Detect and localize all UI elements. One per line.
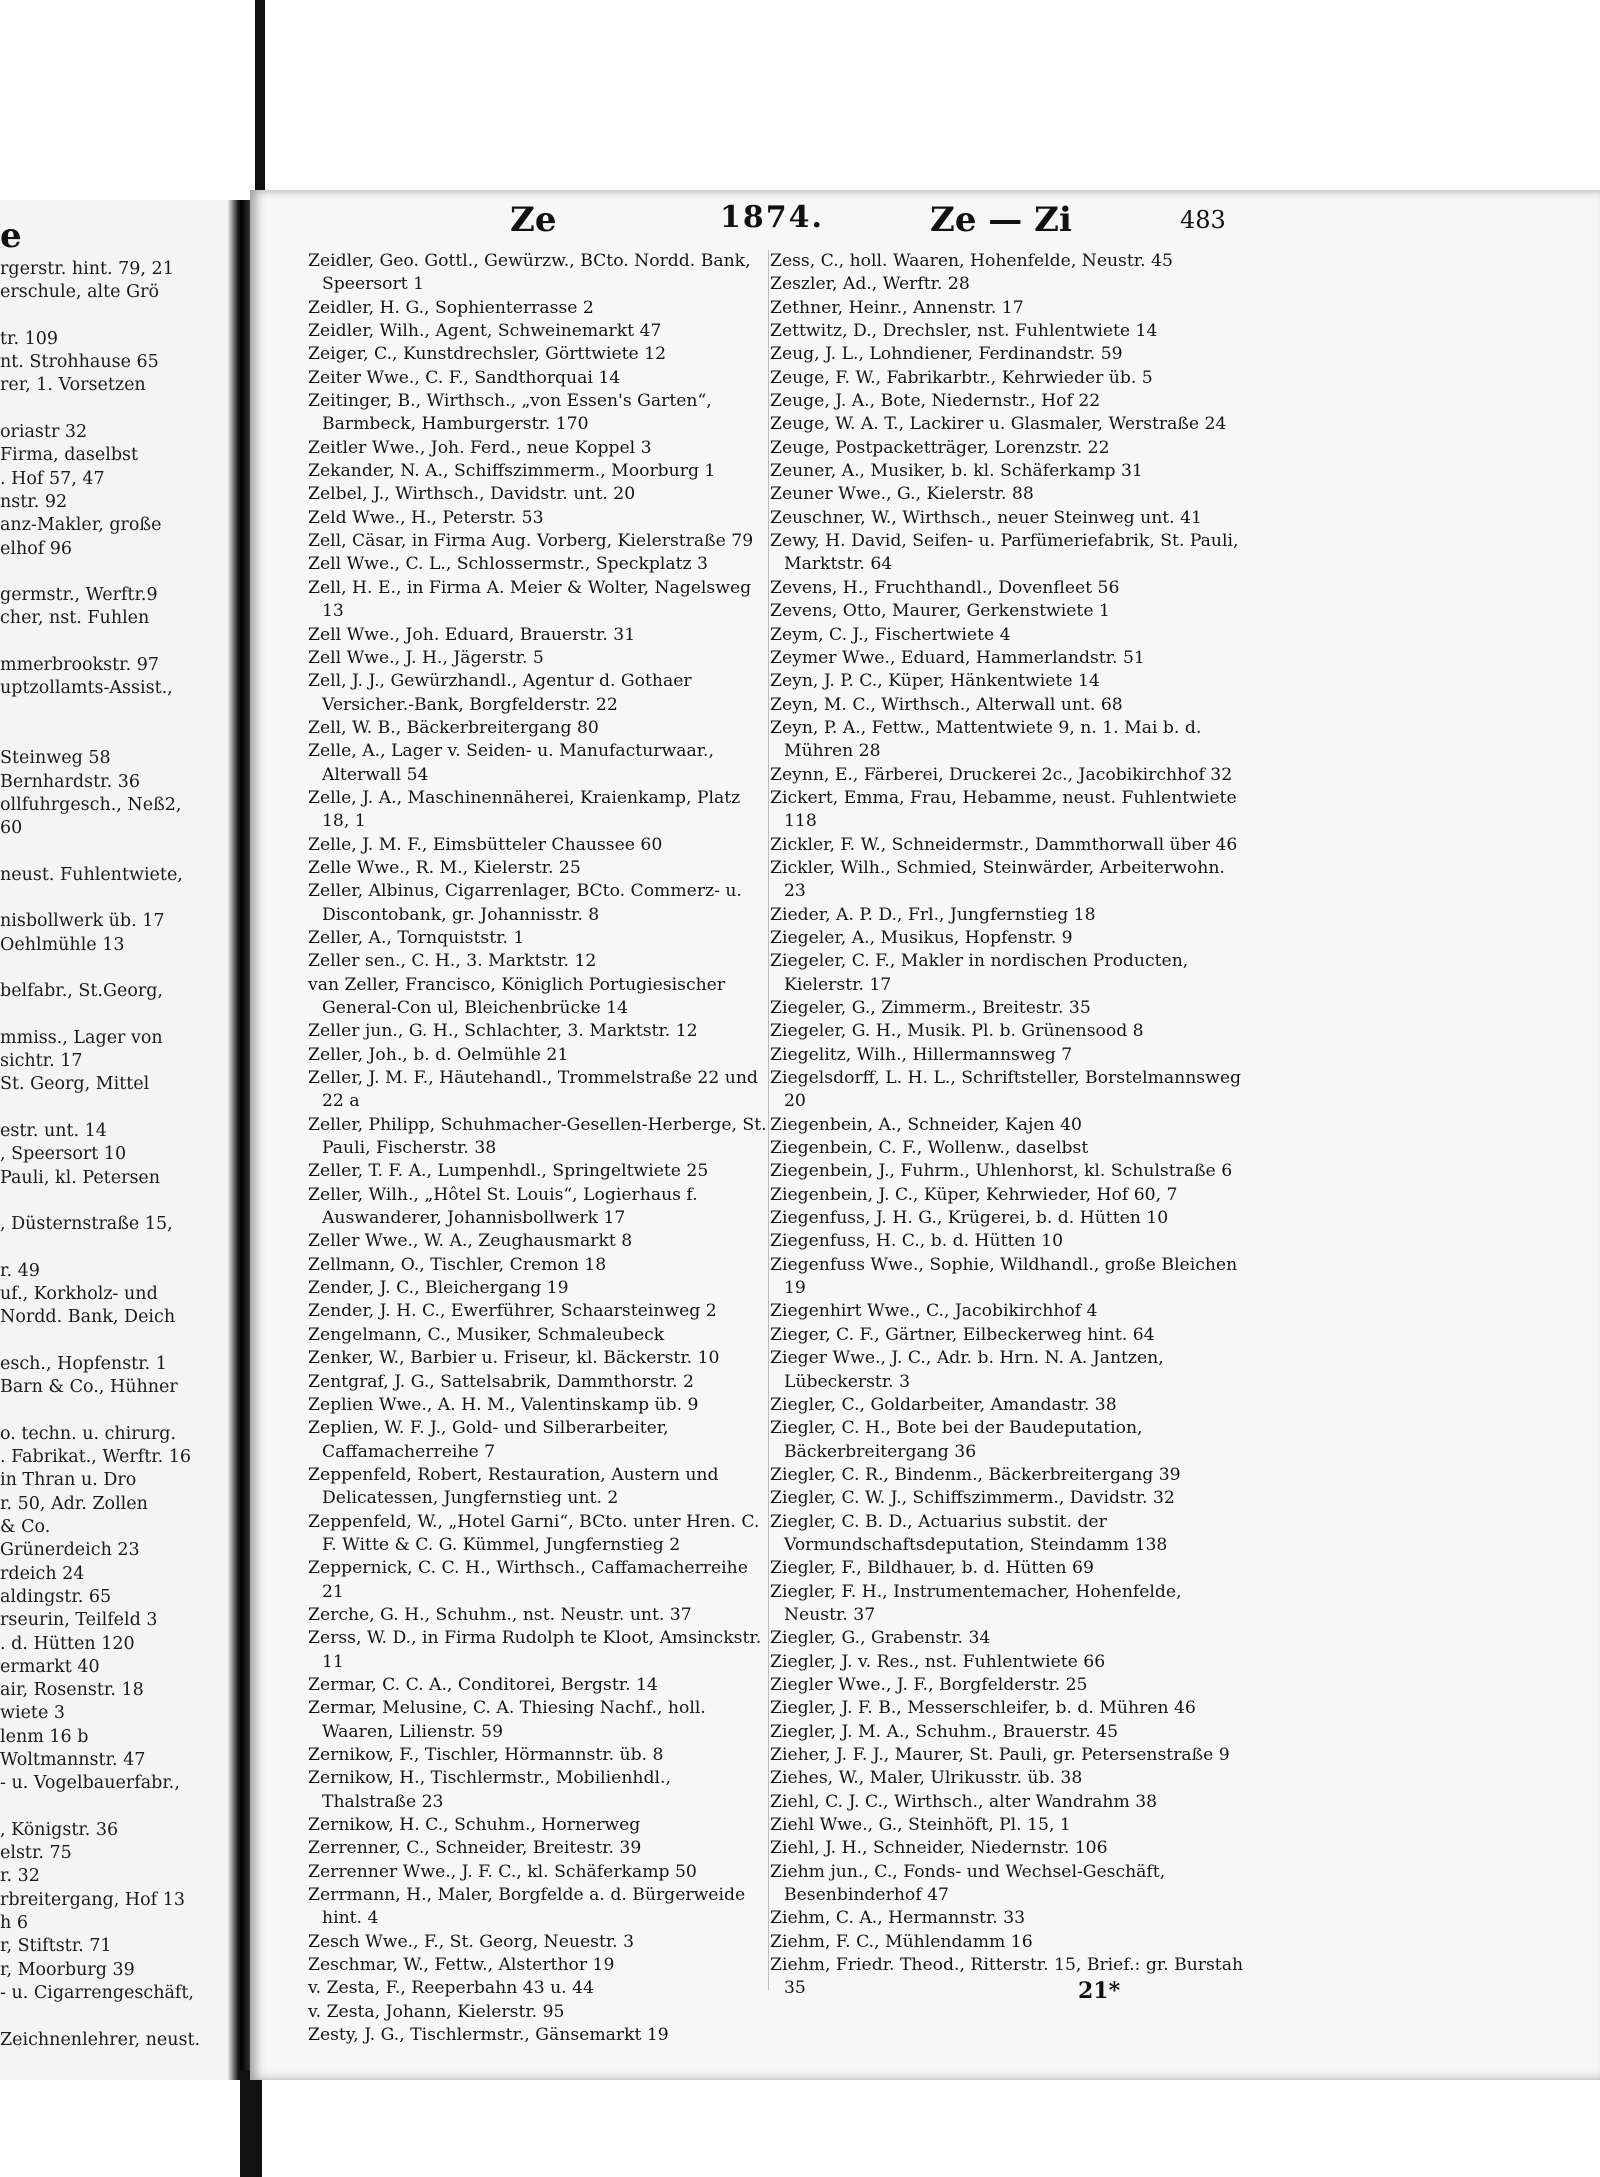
left-page-line: rer, 1. Vorsetzen [0, 375, 146, 396]
left-page-line: rseurin, Teilfeld 3 [0, 1610, 158, 1631]
left-page-line: rbreitergang, Hof 13 [0, 1889, 185, 1910]
left-page-line: 60 [0, 818, 23, 839]
directory-entry: Zekander, N. A., Schiffszimmerm., Moorburg 1 [308, 461, 716, 482]
directory-entry: Zeller jun., G. H., Schlachter, 3. Marktstr. 12 [308, 1021, 698, 1042]
directory-entry: Zender, J. C., Bleichergang 19 [308, 1278, 569, 1299]
directory-entry: Zerrmann, H., Maler, Borgfelde a. d. Bürgerweide hint. 4 [308, 1885, 746, 1929]
left-page-line: & Co. [0, 1517, 51, 1538]
directory-entry: Zellmann, O., Tischler, Cremon 18 [308, 1254, 607, 1275]
left-page-line: . d. Hütten 120 [0, 1633, 135, 1654]
left-page-line [0, 1190, 228, 1213]
left-page-line: o. techn. u. chirurg. [0, 1423, 177, 1444]
left-page-line: - u. Vogelbauerfabr., [0, 1773, 180, 1794]
directory-entry: Ziehl, J. H., Schneider, Niedernstr. 106 [770, 1838, 1108, 1859]
book-binding-top [255, 0, 265, 205]
directory-entry: Zieger, C. F., Gärtner, Eilbeckerweg hint. 64 [770, 1324, 1155, 1345]
left-page-line: Pauli, kl. Petersen [0, 1167, 161, 1188]
directory-entry: Zeller, Joh., b. d. Oelmühle 21 [308, 1044, 569, 1065]
left-page-line: Nordd. Bank, Deich [0, 1307, 176, 1328]
directory-entry: Zell, H. E., in Firma A. Meier & Wolter, Nagelsweg 13 [308, 577, 752, 622]
directory-entry: Zeuge, Postpacketträger, Lorenzstr. 22 [770, 437, 1110, 458]
left-page-line: sichtr. 17 [0, 1051, 83, 1072]
directory-entry: v. Zesta, F., Reeperbahn 43 u. 44 [308, 1978, 594, 1999]
directory-entry: Zeller Wwe., W. A., Zeughausmarkt 8 [308, 1231, 633, 1252]
directory-entry: Zeym, C. J., Fischertwiete 4 [770, 624, 1011, 645]
directory-entry: Ziegelsdorff, L. H. L., Schriftsteller, Borstelmannsweg 20 [770, 1068, 1242, 1112]
directory-entry: Zeppernick, C. C. H., Wirthsch., Caffamacherreihe 21 [308, 1558, 748, 1602]
directory-entry: Zeller, Wilh., „Hôtel St. Louis“, Logierhaus f. Auswanderer, Johannisbollwerk 17 [308, 1184, 698, 1229]
directory-entry: Zell Wwe., J. H., Jägerstr. 5 [308, 647, 544, 668]
directory-column-left [308, 250, 768, 2047]
directory-entry: Zickler, Wilh., Schmied, Steinwärder, Arbeiterwohn. 23 [770, 857, 1225, 902]
left-page-line: esch., Hopfenstr. 1 [0, 1353, 167, 1374]
directory-entry: Zelle Wwe., R. M., Kielerstr. 25 [308, 857, 581, 878]
directory-entry: v. Zesta, Johann, Kielerstr. 95 [308, 2001, 565, 2022]
directory-entry: Zenker, W., Barbier u. Friseur, kl. Bäckerstr. 10 [308, 1348, 720, 1369]
left-page-line: Bernhardstr. 36 [0, 771, 140, 792]
left-page-line [0, 701, 228, 724]
left-page-line: belfabr., St.Georg, [0, 981, 163, 1002]
left-page-line: germstr., Werftr.9 [0, 585, 158, 606]
directory-entry: Zeug, J. L., Lohndiener, Ferdinandstr. 59 [770, 344, 1123, 365]
left-page-line: ollfuhrgesch., Neß2, [0, 794, 182, 815]
left-page-line: h 6 [0, 1913, 28, 1934]
directory-entry: Zeller, A., Tornquiststr. 1 [308, 927, 525, 948]
left-page-line: St. Georg, Mittel [0, 1074, 150, 1095]
left-page-line [0, 631, 228, 654]
left-page-line [0, 887, 228, 910]
directory-entry: Zesch Wwe., F., St. Georg, Neuestr. 3 [308, 1931, 635, 1952]
left-page-header: e [0, 216, 22, 256]
directory-entry: Zess, C., holl. Waaren, Hohenfelde, Neustr. 45 [770, 251, 1173, 271]
left-page-line: Grünerdeich 23 [0, 1540, 140, 1561]
directory-entry: Zeuner, A., Musiker, b. kl. Schäferkamp 31 [770, 461, 1143, 482]
left-page-line [0, 398, 228, 421]
directory-entry: Ziehm, C. A., Hermannstr. 33 [770, 1908, 1026, 1929]
directory-entry: Zerche, G. H., Schuhm., nst. Neustr. unt. 37 [308, 1604, 692, 1625]
left-page-line: ermarkt 40 [0, 1656, 100, 1677]
directory-entry: Zeplien Wwe., A. H. M., Valentinskamp üb. 9 [308, 1394, 699, 1415]
left-page-line [0, 1004, 228, 1027]
directory-entry: Ziehm jun., C., Fonds- und Wechsel-Geschäft, Besenbinderhof 47 [770, 1861, 1166, 1906]
directory-entry: Zermar, C. C. A., Conditorei, Bergstr. 14 [308, 1674, 658, 1695]
directory-entry: Ziegler, J. v. Res., nst. Fuhlentwiete 66 [770, 1651, 1106, 1672]
directory-entry: Zeplien, W. F. J., Gold- und Silberarbeiter, Caffamacherreihe 7 [308, 1418, 669, 1462]
left-page-line: Oehlmühle 13 [0, 934, 125, 955]
directory-entry: Zelle, A., Lager v. Seiden- u. Manufacturwaar., Alterwall 54 [308, 741, 714, 785]
directory-entry: Zethner, Heinr., Annenstr. 17 [770, 297, 1024, 318]
left-page-line: nstr. 92 [0, 491, 68, 512]
left-page-line: elhof 96 [0, 538, 73, 559]
left-page-line: aldingstr. 65 [0, 1586, 112, 1607]
directory-entry: Zewy, H. David, Seifen- u. Parfümeriefabrik, St. Pauli, Marktstr. 64 [770, 531, 1239, 575]
left-page-line [0, 561, 228, 584]
directory-entry: Zernikow, F., Tischler, Hörmannstr. üb. 8 [308, 1745, 664, 1765]
directory-entry: Ziegenbein, J. C., Küper, Kehrwieder, Hof 60, 7 [770, 1184, 1178, 1205]
left-page-line: r. 32 [0, 1866, 40, 1887]
directory-entry: Zeschmar, W., Fettw., Alsterthor 19 [308, 1955, 615, 1976]
column-divider [768, 250, 769, 1990]
directory-entry: Zernikow, H., Tischlermstr., Mobilienhdl., Thalstraße 23 [308, 1768, 671, 1812]
left-page-line: in Thran u. Dro [0, 1470, 137, 1491]
left-page-line: mmiss., Lager von [0, 1027, 163, 1048]
directory-entry: Zell, W. B., Bäckerbreitergang 80 [308, 717, 599, 738]
left-page-line: r. 50, Adr. Zollen [0, 1493, 148, 1514]
left-page-line [0, 1097, 228, 1120]
directory-entry: Zerrenner, C., Schneider, Breitestr. 39 [308, 1838, 642, 1859]
directory-entry: Ziegeler, G., Zimmerm., Breitestr. 35 [770, 998, 1091, 1018]
left-page-line: r, Moorburg 39 [0, 1959, 135, 1980]
directory-entry: Zell, J. J., Gewürzhandl., Agentur d. Gothaer Versicher.-Bank, Borgfelderstr. 22 [308, 671, 692, 715]
directory-entry: Zeller, Philipp, Schuhmacher-Gesellen-Herberge, St. Pauli, Fischerstr. 38 [308, 1114, 767, 1159]
left-page-line: Steinweg 58 [0, 748, 111, 769]
directory-entry: Ziegenfuss, H. C., b. d. Hütten 10 [770, 1231, 1064, 1252]
directory-entry: Zeynn, E., Färberei, Druckerei 2c., Jacobikirchhof 32 [770, 764, 1233, 785]
left-page-line: rgerstr. hint. 79, 21 [0, 259, 174, 279]
directory-entry: Zeppenfeld, W., „Hotel Garni“, BCto. unter Hren. C. F. Witte & C. G. Kümmel, Jungfernstieg 2 [308, 1511, 760, 1555]
directory-entry: Zieger Wwe., J. C., Adr. b. Hrn. N. A. Jantzen, Lübeckerstr. 3 [770, 1348, 1164, 1392]
directory-entry: Ziegler, J. M. A., Schuhm., Brauerstr. 45 [770, 1721, 1119, 1742]
left-page-line: r, Stiftstr. 71 [0, 1936, 112, 1957]
directory-column-right [770, 250, 1250, 2001]
directory-entry: Ziegler, C. H., Bote bei der Baudeputation, Bäckerbreitergang 36 [770, 1418, 1143, 1462]
directory-entry: Zermar, Melusine, C. A. Thiesing Nachf., holl. Waaren, Lilienstr. 59 [308, 1698, 706, 1742]
book-gutter [228, 200, 250, 2080]
directory-entry: Zengelmann, C., Musiker, Schmaleubeck [308, 1324, 665, 1345]
left-page-line [0, 1236, 228, 1259]
header-right-range: Ze — Zi [930, 200, 1072, 240]
directory-entry: Zelle, J. M. F., Eimsbütteler Chaussee 60 [308, 834, 663, 855]
directory-entry: Zieder, A. P. D., Frl., Jungfernstieg 18 [770, 904, 1096, 925]
directory-entry: Ziegeler, A., Musikus, Hopfenstr. 9 [770, 927, 1073, 948]
directory-entry: Ziegeler, C. F., Makler in nordischen Producten, Kielerstr. 17 [770, 951, 1189, 995]
directory-entry: Zelle, J. A., Maschinennäherei, Kraienkamp, Platz 18, 1 [308, 787, 741, 832]
directory-entry: Zickert, Emma, Frau, Hebamme, neust. Fuhlentwiete 118 [770, 787, 1237, 832]
left-page-line: Zeichnenlehrer, neust. [0, 2029, 201, 2050]
book-binding-bottom [240, 2070, 262, 2177]
directory-entry: Zeller, Albinus, Cigarrenlager, BCto. Commerz- u. Discontobank, gr. Johannisstr. 8 [308, 881, 742, 925]
left-page-line: cher, nst. Fuhlen [0, 608, 150, 629]
left-page-line [0, 305, 228, 328]
left-page-column [0, 258, 228, 2052]
directory-entry: Zeld Wwe., H., Peterstr. 53 [308, 507, 544, 528]
left-page-line: , Königstr. 36 [0, 1819, 119, 1840]
header-year: 1874. [720, 200, 824, 235]
left-page-line [0, 1400, 228, 1423]
directory-entry: Zickler, F. W., Schneidermstr., Dammthorwall über 46 [770, 834, 1238, 855]
directory-entry: Zell Wwe., Joh. Eduard, Brauerstr. 31 [308, 624, 636, 645]
directory-entry: Zevens, Otto, Maurer, Gerkenstwiete 1 [770, 601, 1110, 622]
left-page-line: elstr. 75 [0, 1843, 72, 1864]
page-number: 483 [1180, 206, 1226, 234]
directory-entry: Ziehl, C. J. C., Wirthsch., alter Wandrahm 38 [770, 1791, 1158, 1812]
directory-entry: Ziehm, F. C., Mühlendamm 16 [770, 1931, 1033, 1952]
left-page-line: wiete 3 [0, 1703, 66, 1724]
directory-entry: Zeppenfeld, Robert, Restauration, Austern und Delicatessen, Jungfernstieg unt. 2 [308, 1464, 719, 1509]
left-page-line: rdeich 24 [0, 1563, 85, 1584]
directory-entry: Zeuner Wwe., G., Kielerstr. 88 [770, 484, 1034, 505]
directory-entry: Zeller, T. F. A., Lumpenhdl., Springeltwiete 25 [308, 1161, 709, 1182]
directory-entry: Zieher, J. F. J., Maurer, St. Pauli, gr. Petersenstraße 9 [770, 1745, 1230, 1765]
directory-entry: Ziegenfuss Wwe., Sophie, Wildhandl., große Bleichen 19 [770, 1254, 1238, 1299]
left-page-line: neust. Fuhlentwiete, [0, 864, 183, 885]
directory-entry: Ziegeler, G. H., Musik. Pl. b. Grünensood 8 [770, 1021, 1144, 1042]
left-page-line: air, Rosenstr. 18 [0, 1680, 144, 1701]
left-page-line: r. 49 [0, 1260, 40, 1281]
directory-entry: Zettwitz, D., Drechsler, nst. Fuhlentwiete 14 [770, 321, 1158, 342]
page-header [250, 200, 1260, 250]
left-page-line [0, 1796, 228, 1819]
directory-entry: Zeyn, M. C., Wirthsch., Alterwall unt. 68 [770, 694, 1123, 715]
directory-entry: Zeyn, P. A., Fettw., Mattentwiete 9, n. 1. Mai b. d. Mühren 28 [770, 717, 1202, 762]
left-page-line: . Fabrikat., Werftr. 16 [0, 1447, 192, 1468]
left-page-line: anz-Makler, große [0, 515, 162, 536]
left-page-line: uf., Korkholz- und [0, 1284, 158, 1305]
directory-entry: Ziegenhirt Wwe., C., Jacobikirchhof 4 [770, 1301, 1098, 1322]
directory-entry: Zeuge, W. A. T., Lackirer u. Glasmaler, Werstraße 24 [770, 414, 1227, 435]
left-page-line [0, 1330, 228, 1353]
left-page-line: estr. unt. 14 [0, 1120, 107, 1141]
directory-entry: Ziegler, F. H., Instrumentemacher, Hohenfelde, Neustr. 37 [770, 1581, 1182, 1625]
directory-entry: Zesty, J. G., Tischlermstr., Gänsemarkt 19 [308, 2025, 669, 2046]
directory-entry: Zeuge, J. A., Bote, Niedernstr., Hof 22 [770, 391, 1101, 412]
directory-entry: Ziegler, C. B. D., Actuarius substit. der Vormundschaftsdeputation, Steindamm 138 [770, 1511, 1168, 1555]
left-page-line: Woltmannstr. 47 [0, 1750, 146, 1770]
directory-entry: Zeitler Wwe., Joh. Ferd., neue Koppel 3 [308, 437, 652, 458]
left-page-line: nt. Strohhause 65 [0, 352, 159, 373]
left-page-line: tr. 109 [0, 328, 59, 349]
directory-entry: Zeidler, Wilh., Agent, Schweinemarkt 47 [308, 321, 662, 342]
directory-entry: Zeller, J. M. F., Häutehandl., Trommelstraße 22 und 22 a [308, 1068, 758, 1112]
directory-entry: Ziegenfuss, J. H. G., Krügerei, b. d. Hütten 10 [770, 1208, 1169, 1229]
left-page-line: mmerbrookstr. 97 [0, 655, 160, 676]
directory-entry: Zeuge, F. W., Fabrikarbtr., Kehrwieder üb. 5 [770, 367, 1153, 388]
directory-entry: Ziegler, G., Grabenstr. 34 [770, 1628, 991, 1649]
left-page-line [0, 724, 228, 747]
directory-entry: Zernikow, H. C., Schuhm., Hornerweg [308, 1815, 641, 1836]
directory-entry: Ziegler, C., Goldarbeiter, Amandastr. 38 [770, 1394, 1117, 1415]
directory-entry: Ziegenbein, C. F., Wollenw., daselbst [770, 1138, 1089, 1159]
directory-entry: Zeidler, Geo. Gottl., Gewürzw., BCto. Nordd. Bank, Speersort 1 [308, 251, 751, 295]
header-left-range: Ze [510, 200, 557, 240]
left-page-line: erschule, alte Grö [0, 282, 159, 303]
left-page-line: Firma, daselbst [0, 445, 139, 466]
left-page-line [0, 957, 228, 980]
left-page-line: Barn & Co., Hühner [0, 1377, 178, 1398]
directory-entry: Ziegenbein, J., Fuhrm., Uhlenhorst, kl. Schulstraße 6 [770, 1161, 1233, 1182]
directory-entry: Ziegenbein, A., Schneider, Kajen 40 [770, 1114, 1082, 1135]
left-page-line [0, 2005, 228, 2028]
left-page-line: lenm 16 b [0, 1726, 89, 1747]
left-page-line [0, 840, 228, 863]
directory-entry: Zeymer Wwe., Eduard, Hammerlandstr. 51 [770, 647, 1145, 668]
left-page-fragment [0, 200, 228, 2080]
directory-entry: Zelbel, J., Wirthsch., Davidstr. unt. 20 [308, 484, 636, 505]
directory-entry: Zeitinger, B., Wirthsch., „von Essen's Garten“, Barmbeck, Hamburgerstr. 170 [308, 391, 712, 435]
directory-entry: Zeiger, C., Kunstdrechsler, Görttwiete 12 [308, 344, 667, 365]
directory-entry: Ziehm, Friedr. Theod., Ritterstr. 15, Brief.: gr. Burstah 35 [770, 1955, 1244, 1999]
directory-entry: Zeuschner, W., Wirthsch., neuer Steinweg unt. 41 [770, 507, 1202, 528]
directory-entry: Ziehes, W., Maler, Ulrikusstr. üb. 38 [770, 1768, 1083, 1789]
left-page-line: nisbollwerk üb. 17 [0, 911, 165, 932]
directory-entry: Zeller sen., C. H., 3. Marktstr. 12 [308, 951, 597, 972]
directory-entry: Zeidler, H. G., Sophienterrasse 2 [308, 297, 594, 318]
directory-entry: Ziegler, F., Bildhauer, b. d. Hütten 69 [770, 1558, 1094, 1579]
directory-entry: Zentgraf, J. G., Sattelsabrik, Dammthorstr. 2 [308, 1371, 694, 1392]
directory-entry: Ziegler, J. F. B., Messerschleifer, b. d. Mühren 46 [770, 1698, 1196, 1719]
directory-entry: Zell Wwe., C. L., Schlossermstr., Speckplatz 3 [308, 554, 708, 575]
directory-entry: Zender, J. H. C., Ewerführer, Schaarsteinweg 2 [308, 1301, 717, 1322]
signature-mark: 21* [1078, 1978, 1121, 2004]
directory-entry: Ziehl Wwe., G., Steinhöft, Pl. 15, 1 [770, 1815, 1071, 1836]
directory-entry: Zeiter Wwe., C. F., Sandthorquai 14 [308, 367, 621, 388]
directory-entry: Ziegler, C. R., Bindenm., Bäckerbreitergang 39 [770, 1464, 1181, 1485]
directory-entry: Zeyn, J. P. C., Küper, Hänkentwiete 14 [770, 671, 1100, 692]
directory-entry: Zevens, H., Fruchthandl., Dovenfleet 56 [770, 577, 1120, 598]
directory-entry: Zerrenner Wwe., J. F. C., kl. Schäferkamp 50 [308, 1861, 697, 1882]
left-page-line: - u. Cigarrengeschäft, [0, 1982, 194, 2003]
directory-entry: Zerss, W. D., in Firma Rudolph te Kloot, Amsinckstr. 11 [308, 1628, 762, 1672]
directory-entry: Zell, Cäsar, in Firma Aug. Vorberg, Kielerstraße 79 [308, 531, 754, 552]
left-page-line: . Hof 57, 47 [0, 468, 105, 489]
directory-entry: Ziegelitz, Wilh., Hillermannsweg 7 [770, 1044, 1073, 1065]
directory-entry: van Zeller, Francisco, Königlich Portugiesischer General-Con ul, Bleichenbrücke 14 [308, 974, 726, 1018]
left-page-line: oriastr 32 [0, 422, 88, 443]
left-page-line: , Speersort 10 [0, 1144, 127, 1165]
directory-entry: Ziegler, C. W. J., Schiffszimmerm., Davidstr. 32 [770, 1488, 1175, 1509]
directory-entry: Ziegler Wwe., J. F., Borgfelderstr. 25 [770, 1674, 1088, 1695]
directory-entry: Zeszler, Ad., Werftr. 28 [770, 274, 970, 295]
left-page-line: uptzollamts-Assist., [0, 678, 173, 699]
left-page-line: , Düsternstraße 15, [0, 1214, 173, 1235]
